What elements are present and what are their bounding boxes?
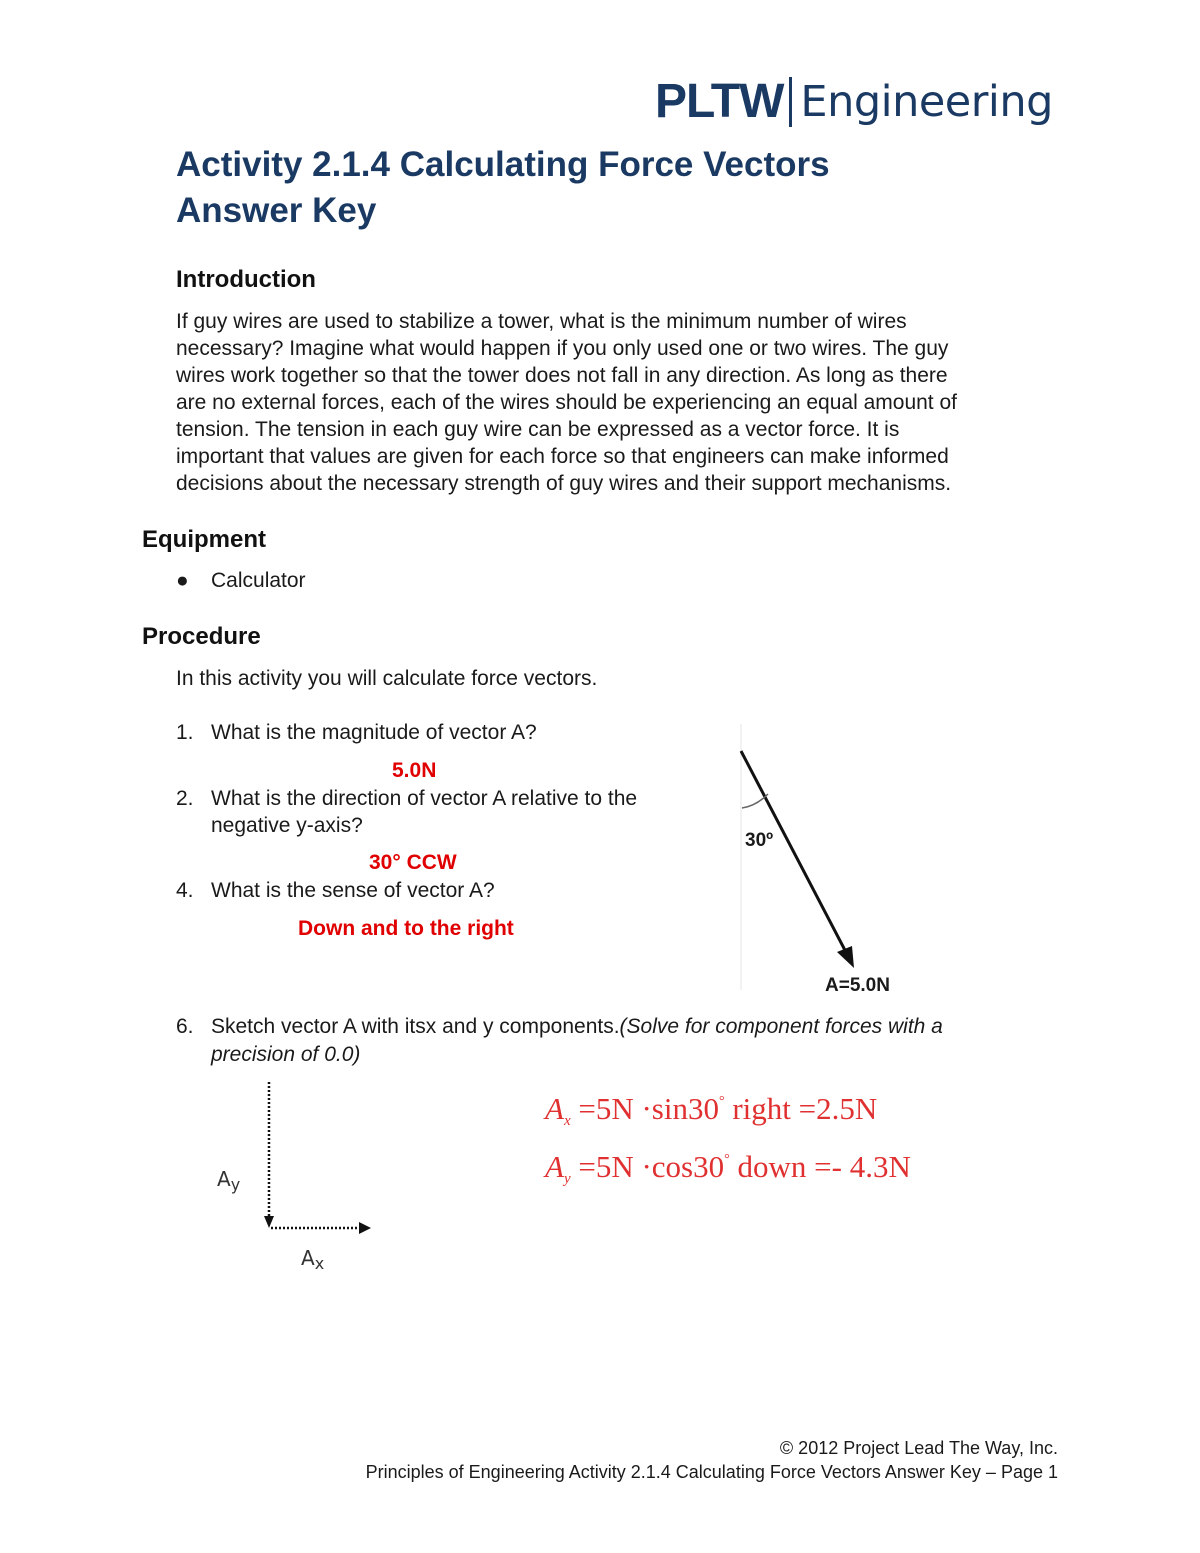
ay-label-main: A xyxy=(217,1167,231,1191)
pltw-logo xyxy=(655,72,1053,132)
q6-italic-1: (Solve for component forces with a xyxy=(619,1015,943,1038)
ax-label xyxy=(301,1246,324,1273)
q6-main-text: Sketch vector A with itsx and y components. xyxy=(211,1015,620,1038)
intro-line: If guy wires are used to stabilize a tower, what is the minimum number of wires xyxy=(176,310,907,333)
q1-number: 1. xyxy=(176,721,194,744)
procedure-intro: In this activity you will calculate force vectors. xyxy=(176,667,598,690)
q2-text-2: negative y-axis? xyxy=(211,814,363,837)
intro-line: wires work together so that the tower does not fall in any direction. As long as there xyxy=(176,364,948,387)
q1-text: What is the magnitude of vector A? xyxy=(211,721,537,744)
eq2-lhs: A xyxy=(545,1149,564,1184)
q2-text-1: What is the direction of vector A relative to the xyxy=(211,787,638,810)
intro-line: necessary? Imagine what would happen if you only used one or two wires. The guy xyxy=(176,337,949,360)
ay-arrowhead xyxy=(264,1216,274,1228)
footer-page-line: Principles of Engineering Activity 2.1.4 Calculating Force Vectors Answer Key – Page 1 xyxy=(365,1462,1058,1482)
eq2-degree: ° xyxy=(724,1152,730,1167)
introduction-text xyxy=(176,308,1076,497)
intro-line: decisions about the necessary strength of guy wires and their support mechanisms. xyxy=(176,472,952,495)
q2-answer: 30° CCW xyxy=(369,851,457,874)
logo-divider xyxy=(789,77,792,127)
ax-arrowhead xyxy=(359,1222,371,1234)
q2-number: 2. xyxy=(176,787,194,810)
footer-copyright: © 2012 Project Lead The Way, Inc. xyxy=(779,1438,1058,1458)
q4-text: What is the sense of vector A? xyxy=(211,879,495,902)
vector-a-arrowhead xyxy=(837,946,854,968)
eq2-mid: =5N ·cos30 xyxy=(578,1149,725,1184)
vector-a-diagram xyxy=(730,720,930,1000)
eq1-mid: =5N ·sin30 xyxy=(578,1091,719,1126)
q1-answer: 5.0N xyxy=(392,759,437,782)
q4-number: 4. xyxy=(176,879,194,902)
logo-word: Engineering xyxy=(800,77,1053,127)
logo-brand: PLTW xyxy=(655,75,784,128)
q6-text xyxy=(211,1013,943,1040)
ay-label xyxy=(217,1167,240,1194)
page-title xyxy=(176,142,1076,234)
title-line-1: Activity 2.1.4 Calculating Force Vectors xyxy=(176,145,830,184)
eq1-degree: ° xyxy=(718,1094,725,1109)
vector-a-line xyxy=(741,751,848,956)
intro-line: are no external forces, each of the wires should be experiencing an equal amount of xyxy=(176,391,957,414)
vector-a-label: A=5.0N xyxy=(825,975,890,996)
equation-ay xyxy=(545,1140,911,1199)
ay-label-sub: y xyxy=(230,1175,241,1194)
equipment-heading: Equipment xyxy=(142,526,266,553)
components-diagram xyxy=(255,1080,385,1250)
eq1-rest: right =2.5N xyxy=(724,1091,878,1126)
title-line-2: Answer Key xyxy=(176,191,377,230)
eq1-lhs-sub: x xyxy=(563,1113,571,1129)
eq2-rest: down =- 4.3N xyxy=(729,1149,911,1184)
q6-number: 6. xyxy=(176,1015,194,1038)
equation-ax xyxy=(545,1082,877,1141)
equipment-item: Calculator xyxy=(211,569,306,592)
introduction-heading: Introduction xyxy=(176,266,316,293)
intro-line: tension. The tension in each guy wire can be expressed as a vector force. It is xyxy=(176,418,900,441)
intro-line: important that values are given for each force so that engineers can make informed xyxy=(176,445,949,468)
q4-answer: Down and to the right xyxy=(298,917,514,940)
angle-label: 30º xyxy=(745,830,774,851)
ax-label-sub: x xyxy=(314,1254,325,1273)
procedure-heading: Procedure xyxy=(142,623,261,650)
q6-italic-2: precision of 0.0) xyxy=(211,1043,361,1066)
eq2-lhs-sub: y xyxy=(563,1171,571,1187)
eq1-lhs: A xyxy=(545,1091,564,1126)
ax-label-main: A xyxy=(301,1246,315,1270)
equipment-bullet: ● xyxy=(176,569,189,592)
